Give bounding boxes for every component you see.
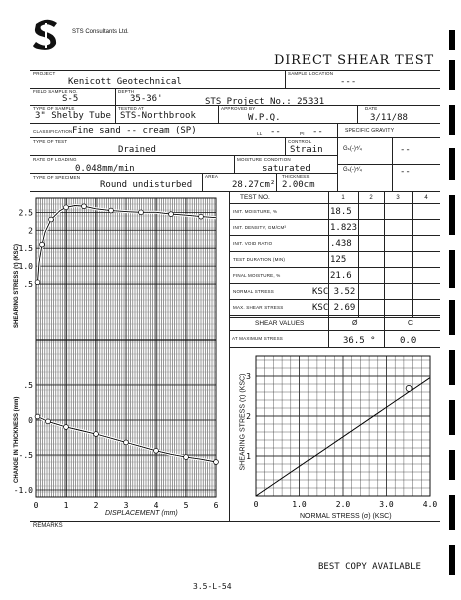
c-value: 0.0	[400, 336, 417, 346]
failure-point	[406, 385, 412, 391]
shear-stress-curve	[38, 206, 217, 283]
control-label: CONTROL	[288, 139, 312, 144]
c-label: C	[408, 320, 414, 327]
shear-values-label: SHEAR VALUES	[255, 320, 305, 327]
pi-label: PI	[300, 131, 305, 136]
type-of-test-value: Drained	[118, 145, 156, 155]
shear-data-point	[169, 212, 174, 217]
approved-by-value: W.P.Q.	[248, 113, 281, 123]
right-ytick-label: 1	[246, 452, 251, 461]
gs-value-2: --	[400, 167, 411, 177]
rate-value: 0.048mm/min	[75, 164, 135, 174]
shear-data-point	[64, 205, 69, 210]
thickness-data-point	[214, 460, 219, 465]
shear-data-point	[139, 210, 144, 215]
ll-value: --	[270, 127, 281, 137]
classification-value: Fine sand -- cream (SP)	[72, 126, 197, 136]
best-copy-stamp: BEST COPY AVAILABLE	[318, 562, 421, 572]
type-of-test-label: TYPE OF TEST	[33, 139, 68, 144]
gs-label-2: Gₛ(-)⁴⁄₄	[343, 167, 362, 173]
test-col-3: 3	[396, 195, 400, 201]
shear-data-point	[82, 204, 87, 209]
thickness-data-point	[46, 419, 51, 424]
shear-data-point	[109, 208, 114, 213]
left-charts	[14, 192, 229, 532]
lower-ytick-label: 0	[28, 416, 33, 425]
test-row-label: INIT. DENSITY, GM/CM³	[233, 225, 287, 230]
upper-ylabel: SHEARING STRESS (τ) (KSC)	[14, 243, 20, 328]
xtick-label: 6	[213, 501, 219, 510]
thickness-value: 2.00cm	[282, 180, 315, 190]
gs-label-1: Gₛ(-)⁴⁄₄	[343, 146, 362, 152]
shear-data-point	[35, 280, 40, 285]
phi-value: 36.5 °	[343, 336, 376, 346]
test-row-value: KSC 2.69	[312, 303, 356, 313]
test-row-label: INIT. MOISTURE, %	[233, 209, 278, 214]
phi-label: Ø	[352, 320, 358, 327]
moisture-value: saturated	[262, 164, 311, 174]
area-label: AREA	[205, 174, 219, 179]
moisture-label: MOISTURE CONDITION	[237, 157, 291, 162]
specific-gravity-label: SPECIFIC GRAVITY	[345, 128, 395, 134]
depth-value: 35-36'	[130, 94, 163, 104]
right-ytick-label: 2	[246, 412, 251, 421]
test-row-value: 21.6	[330, 271, 352, 281]
test-row-value: KSC 3.52	[312, 287, 356, 297]
test-row-value: 18.5	[330, 207, 352, 217]
left-xlabel: DISPLACEMENT (mm)	[105, 510, 178, 517]
thickness-data-point	[124, 440, 129, 445]
tested-at-value: STS-Northbrook	[120, 111, 196, 121]
specimen-value: Round undisturbed	[100, 180, 193, 190]
test-row-value: .438	[330, 239, 352, 249]
upper-ytick-label: 1.5	[18, 244, 33, 254]
upper-ytick-label: 2.5	[18, 208, 33, 218]
test-col-1: 1	[341, 195, 345, 201]
page-title: DIRECT SHEAR TEST	[274, 53, 434, 68]
specimen-label: TYPE OF SPECIMEN	[33, 175, 81, 180]
thickness-data-point	[94, 432, 99, 437]
test-row-label: NORMAL STRESS	[233, 289, 274, 294]
sample-location-value: ---	[340, 77, 357, 87]
upper-ytick-label: .5	[23, 280, 33, 290]
company-logo	[32, 18, 62, 52]
right-xlabel: NORMAL STRESS (σ) (KSC)	[300, 513, 392, 520]
upper-ytick-label: 2	[28, 226, 33, 236]
date-label: DATE	[365, 106, 378, 111]
rate-label: RATE OF LOADING	[33, 157, 77, 162]
type-of-sample-label: TYPE OF SAMPLE	[33, 106, 75, 111]
test-col-4: 4	[424, 195, 428, 201]
right-ytick-label: 3	[246, 372, 251, 381]
lower-ytick-label: -.5	[18, 451, 33, 460]
thickness-data-point	[64, 425, 69, 430]
area-value: 28.27cm²	[232, 180, 276, 190]
test-row-value: 125	[330, 255, 347, 265]
right-xtick-label: 1.0	[292, 500, 307, 509]
xtick-label: 3	[123, 501, 129, 510]
thickness-data-point	[184, 455, 189, 460]
right-chart	[230, 348, 440, 523]
test-no-label: TEST NO.	[240, 194, 270, 201]
gs-value-1: --	[400, 145, 411, 155]
shear-data-point	[40, 242, 45, 247]
xtick-label: 5	[183, 501, 189, 510]
right-xtick-label: 4.0	[422, 500, 438, 509]
thickness-label: THICKNESS	[282, 174, 310, 179]
right-xtick-label: 2.0	[335, 500, 351, 509]
project-value: Kenicott Geotechnical	[68, 77, 182, 87]
lower-ylabel: CHANGE IN THICKNESS (mm)	[14, 396, 20, 483]
page-id: 3.5-L-54	[193, 582, 232, 591]
remarks-label: REMARKS	[33, 523, 63, 529]
company-name: STS Consultants Ltd.	[72, 29, 129, 35]
sts-project-number: STS Project No.: 25331	[205, 97, 325, 107]
field-sample-value: S-5	[62, 94, 79, 104]
shear-data-point	[49, 217, 54, 222]
ll-label: LL	[257, 131, 263, 136]
pi-value: --	[312, 127, 323, 137]
test-row-label: INIT. VOID RATIO	[233, 241, 273, 246]
classification-label: CLASSIFICATION	[33, 129, 73, 134]
sample-location-label: SAMPLE LOCATION	[288, 71, 334, 76]
thickness-data-point	[154, 448, 159, 453]
tested-at-label: TESTED AT	[118, 106, 144, 111]
test-row-value: 1.823	[330, 223, 358, 233]
lower-ytick-label: -1.0	[14, 486, 33, 495]
depth-label: DEPTH	[118, 89, 135, 94]
at-max-label: AT MAXIMUM STRESS	[232, 336, 283, 341]
right-xtick-label: 0	[253, 500, 259, 509]
field-sample-label: FIELD SAMPLE NO.	[33, 89, 78, 94]
control-value: Strain	[290, 145, 323, 155]
xtick-label: 0	[33, 501, 39, 510]
shear-data-point	[199, 214, 204, 219]
approved-by-label: APPROVED BY	[221, 106, 256, 111]
project-label: PROJECT	[33, 71, 56, 76]
lower-ytick-label: .5	[23, 381, 33, 390]
xtick-label: 2	[93, 501, 99, 510]
right-ylabel: SHEARING STRESS (τ) (KSC)	[239, 373, 247, 471]
type-of-sample-value: 3" Shelby Tube	[35, 111, 111, 121]
test-col-2: 2	[369, 195, 373, 201]
right-xtick-label: 3.0	[379, 500, 394, 509]
upper-ytick-label: 1.0	[18, 262, 33, 272]
thickness-data-point	[35, 414, 40, 419]
test-row-label: MAX. SHEAR STRESS	[233, 305, 284, 310]
test-row-label: FINAL MOISTURE, %	[233, 273, 281, 278]
xtick-label: 1	[63, 501, 69, 510]
xtick-label: 4	[153, 501, 159, 510]
date-value: 3/11/88	[370, 113, 408, 123]
test-row-label: TEST DURATION (MIN)	[233, 257, 286, 262]
